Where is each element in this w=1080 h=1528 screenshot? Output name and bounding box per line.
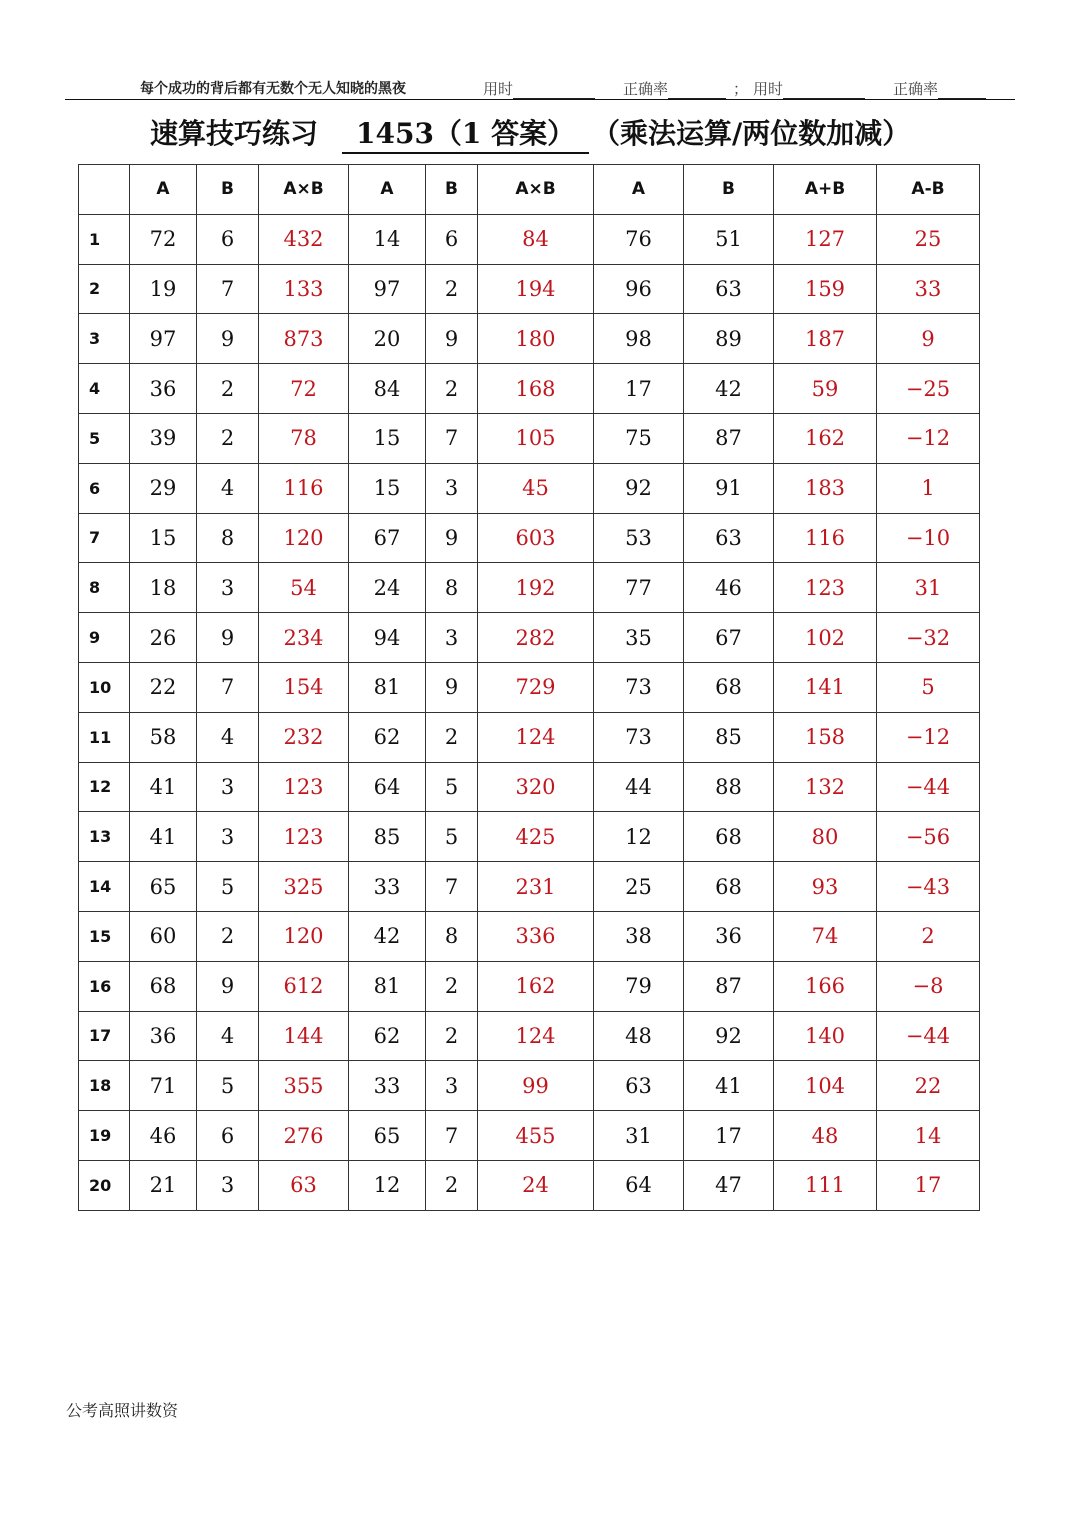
operand-cell: 62	[349, 1011, 426, 1061]
answer-cell: 187	[774, 314, 877, 364]
answer-cell: 282	[478, 613, 594, 663]
answer-cell: 17	[877, 1160, 980, 1210]
operand-cell: 42	[684, 364, 774, 414]
operand-cell: 63	[684, 264, 774, 314]
practice-table	[78, 164, 980, 1211]
answer-cell: 194	[478, 264, 594, 314]
answer-cell: −32	[877, 613, 980, 663]
operand-cell: 71	[130, 1061, 197, 1111]
product-header: A×B	[478, 165, 594, 215]
answer-cell: 1	[877, 463, 980, 513]
row-number: 10	[79, 662, 130, 712]
table-body	[79, 214, 980, 1210]
answer-cell: −44	[877, 762, 980, 812]
answer-cell: 132	[774, 762, 877, 812]
operand-cell: 20	[349, 314, 426, 364]
operand-cell: 3	[197, 563, 259, 613]
operand-cell: 3	[426, 463, 478, 513]
operand-cell: 85	[684, 712, 774, 762]
operand-cell: 21	[130, 1160, 197, 1210]
operand-cell: 2	[426, 1011, 478, 1061]
answer-cell: 158	[774, 712, 877, 762]
answer-cell: 231	[478, 862, 594, 912]
operand-cell: 7	[426, 862, 478, 912]
answer-cell: 192	[478, 563, 594, 613]
a-header: A	[594, 165, 684, 215]
operand-cell: 41	[130, 812, 197, 862]
table-row	[79, 862, 980, 912]
operand-cell: 2	[426, 961, 478, 1011]
answer-cell: 31	[877, 563, 980, 613]
row-number: 2	[79, 264, 130, 314]
answer-cell: 124	[478, 1011, 594, 1061]
operand-cell: 9	[197, 613, 259, 663]
table-row	[79, 961, 980, 1011]
table-row	[79, 712, 980, 762]
page-title	[150, 112, 970, 154]
answer-cell: 234	[259, 613, 349, 663]
operand-cell: 2	[426, 712, 478, 762]
row-number: 7	[79, 513, 130, 563]
answer-cell: 612	[259, 961, 349, 1011]
operand-cell: 94	[349, 613, 426, 663]
answer-cell: 123	[774, 563, 877, 613]
operand-cell: 63	[594, 1061, 684, 1111]
operand-cell: 6	[197, 1111, 259, 1161]
table-row	[79, 1111, 980, 1161]
table-row	[79, 911, 980, 961]
row-number: 18	[79, 1061, 130, 1111]
title-subtitle: （乘法运算/两位数加减）	[592, 117, 911, 150]
table-row	[79, 662, 980, 712]
operand-cell: 12	[594, 812, 684, 862]
operand-cell: 7	[426, 1111, 478, 1161]
row-number: 4	[79, 364, 130, 414]
row-number: 16	[79, 961, 130, 1011]
answer-cell: 120	[259, 513, 349, 563]
table-row	[79, 563, 980, 613]
row-number: 6	[79, 463, 130, 513]
operand-cell: 7	[197, 662, 259, 712]
answer-cell: 5	[877, 662, 980, 712]
operand-cell: 3	[197, 1160, 259, 1210]
operand-cell: 92	[594, 463, 684, 513]
answer-cell: −56	[877, 812, 980, 862]
operand-cell: 4	[197, 712, 259, 762]
operand-cell: 81	[349, 662, 426, 712]
answer-cell: 116	[774, 513, 877, 563]
operand-cell: 7	[426, 413, 478, 463]
operand-cell: 97	[349, 264, 426, 314]
table-row	[79, 1011, 980, 1061]
operand-cell: 67	[349, 513, 426, 563]
answer-cell: 54	[259, 563, 349, 613]
answer-cell: −25	[877, 364, 980, 414]
operand-cell: 39	[130, 413, 197, 463]
operand-cell: 44	[594, 762, 684, 812]
time-blank-1[interactable]	[513, 82, 595, 99]
answer-cell: 93	[774, 862, 877, 912]
operand-cell: 3	[197, 812, 259, 862]
operand-cell: 9	[426, 513, 478, 563]
operand-cell: 3	[426, 1061, 478, 1111]
answer-cell: 154	[259, 662, 349, 712]
operand-cell: 87	[684, 961, 774, 1011]
row-number: 17	[79, 1011, 130, 1061]
row-number: 11	[79, 712, 130, 762]
answer-cell: 133	[259, 264, 349, 314]
operand-cell: 36	[684, 911, 774, 961]
operand-cell: 7	[197, 264, 259, 314]
operand-cell: 67	[684, 613, 774, 663]
time-label-2: 用时	[753, 80, 784, 98]
answer-cell: 141	[774, 662, 877, 712]
answer-cell: 78	[259, 413, 349, 463]
answer-cell: 102	[774, 613, 877, 663]
operand-cell: 12	[349, 1160, 426, 1210]
operand-cell: 9	[197, 961, 259, 1011]
operand-cell: 5	[426, 812, 478, 862]
header-line	[65, 74, 1015, 102]
answer-cell: 144	[259, 1011, 349, 1061]
answer-cell: −10	[877, 513, 980, 563]
table-row	[79, 762, 980, 812]
title-main: 速算技巧练习	[150, 117, 319, 150]
table-row	[79, 413, 980, 463]
table-row	[79, 364, 980, 414]
operand-cell: 26	[130, 613, 197, 663]
row-number: 1	[79, 214, 130, 264]
separator: ；	[733, 80, 749, 98]
answer-cell: −12	[877, 413, 980, 463]
operand-cell: 53	[594, 513, 684, 563]
operand-cell: 91	[684, 463, 774, 513]
operand-cell: 68	[684, 812, 774, 862]
row-number: 14	[79, 862, 130, 912]
operand-cell: 36	[130, 1011, 197, 1061]
motto: 每个成功的背后都有无数个无人知晓的黑夜	[140, 81, 406, 97]
answer-cell: 180	[478, 314, 594, 364]
operand-cell: 65	[349, 1111, 426, 1161]
table-row	[79, 314, 980, 364]
answer-cell: 24	[478, 1160, 594, 1210]
answer-cell: 123	[259, 812, 349, 862]
operand-cell: 8	[426, 563, 478, 613]
operand-cell: 33	[349, 862, 426, 912]
operand-cell: 2	[426, 364, 478, 414]
operand-cell: 6	[426, 214, 478, 264]
answer-cell: 45	[478, 463, 594, 513]
operand-cell: 73	[594, 662, 684, 712]
answer-cell: 729	[478, 662, 594, 712]
operand-cell: 5	[197, 1061, 259, 1111]
answer-cell: 325	[259, 862, 349, 912]
row-number: 13	[79, 812, 130, 862]
b-header: B	[197, 165, 259, 215]
difference-header: A-B	[877, 165, 980, 215]
accuracy-label-2: 正确率	[893, 80, 939, 98]
accuracy-field-2	[893, 78, 986, 99]
a-header: A	[349, 165, 426, 215]
accuracy-blank-2[interactable]	[938, 82, 986, 99]
operand-cell: 29	[130, 463, 197, 513]
operand-cell: 38	[594, 911, 684, 961]
answer-cell: 159	[774, 264, 877, 314]
operand-cell: 35	[594, 613, 684, 663]
operand-cell: 84	[349, 364, 426, 414]
answer-cell: 104	[774, 1061, 877, 1111]
operand-cell: 2	[426, 264, 478, 314]
answer-cell: 320	[478, 762, 594, 812]
operand-cell: 46	[130, 1111, 197, 1161]
operand-cell: 51	[684, 214, 774, 264]
operand-cell: 64	[594, 1160, 684, 1210]
b-header: B	[426, 165, 478, 215]
operand-cell: 85	[349, 812, 426, 862]
operand-cell: 36	[130, 364, 197, 414]
operand-cell: 17	[594, 364, 684, 414]
answer-cell: −44	[877, 1011, 980, 1061]
answer-cell: 120	[259, 911, 349, 961]
answer-cell: 22	[877, 1061, 980, 1111]
table-row	[79, 613, 980, 663]
operand-cell: 58	[130, 712, 197, 762]
operand-cell: 48	[594, 1011, 684, 1061]
operand-cell: 92	[684, 1011, 774, 1061]
answer-cell: −8	[877, 961, 980, 1011]
operand-cell: 8	[197, 513, 259, 563]
operand-cell: 76	[594, 214, 684, 264]
answer-cell: 111	[774, 1160, 877, 1210]
answer-cell: −43	[877, 862, 980, 912]
answer-cell: 123	[259, 762, 349, 812]
operand-cell: 2	[197, 364, 259, 414]
operand-cell: 4	[197, 1011, 259, 1061]
operand-cell: 2	[426, 1160, 478, 1210]
answer-cell: 168	[478, 364, 594, 414]
answer-cell: 425	[478, 812, 594, 862]
operand-cell: 19	[130, 264, 197, 314]
operand-cell: 64	[349, 762, 426, 812]
row-number: 3	[79, 314, 130, 364]
operand-cell: 3	[197, 762, 259, 812]
operand-cell: 15	[130, 513, 197, 563]
answer-cell: 355	[259, 1061, 349, 1111]
answer-cell: 72	[259, 364, 349, 414]
footer-text: 公考高照讲数资	[66, 1401, 179, 1420]
row-number: 19	[79, 1111, 130, 1161]
answer-cell: 232	[259, 712, 349, 762]
answer-cell: 74	[774, 911, 877, 961]
answer-cell: 162	[478, 961, 594, 1011]
operand-cell: 46	[684, 563, 774, 613]
operand-cell: 68	[684, 662, 774, 712]
answer-cell: 84	[478, 214, 594, 264]
table-row	[79, 463, 980, 513]
operand-cell: 79	[594, 961, 684, 1011]
operand-cell: 17	[684, 1111, 774, 1161]
row-number: 9	[79, 613, 130, 663]
operand-cell: 22	[130, 662, 197, 712]
table-row	[79, 1061, 980, 1111]
answer-cell: 603	[478, 513, 594, 563]
table-row	[79, 264, 980, 314]
answer-cell: 166	[774, 961, 877, 1011]
table-row	[79, 812, 980, 862]
operand-cell: 5	[197, 862, 259, 912]
operand-cell: 15	[349, 463, 426, 513]
answer-cell: 116	[259, 463, 349, 513]
accuracy-blank-1[interactable]	[668, 82, 726, 99]
answer-cell: 183	[774, 463, 877, 513]
answer-cell: 59	[774, 364, 877, 414]
operand-cell: 24	[349, 563, 426, 613]
accuracy-label-1: 正确率	[623, 80, 669, 98]
answer-cell: 127	[774, 214, 877, 264]
row-number: 20	[79, 1160, 130, 1210]
operand-cell: 68	[130, 961, 197, 1011]
answer-cell: 99	[478, 1061, 594, 1111]
a-header: A	[130, 165, 197, 215]
operand-cell: 75	[594, 413, 684, 463]
operand-cell: 87	[684, 413, 774, 463]
operand-cell: 63	[684, 513, 774, 563]
operand-cell: 41	[130, 762, 197, 812]
answer-cell: 336	[478, 911, 594, 961]
operand-cell: 47	[684, 1160, 774, 1210]
row-number: 15	[79, 911, 130, 961]
b-header: B	[684, 165, 774, 215]
answer-cell: 873	[259, 314, 349, 364]
operand-cell: 77	[594, 563, 684, 613]
answer-cell: 276	[259, 1111, 349, 1161]
operand-cell: 72	[130, 214, 197, 264]
header-divider	[65, 99, 1015, 100]
operand-cell: 41	[684, 1061, 774, 1111]
operand-cell: 6	[197, 214, 259, 264]
operand-cell: 18	[130, 563, 197, 613]
operand-cell: 98	[594, 314, 684, 364]
operand-cell: 42	[349, 911, 426, 961]
operand-cell: 73	[594, 712, 684, 762]
operand-cell: 2	[197, 911, 259, 961]
answer-cell: 455	[478, 1111, 594, 1161]
operand-cell: 3	[426, 613, 478, 663]
answer-cell: 48	[774, 1111, 877, 1161]
table-header-row	[79, 165, 980, 215]
operand-cell: 9	[426, 662, 478, 712]
operand-cell: 5	[426, 762, 478, 812]
operand-cell: 15	[349, 413, 426, 463]
answer-cell: 124	[478, 712, 594, 762]
operand-cell: 8	[426, 911, 478, 961]
answer-cell: 33	[877, 264, 980, 314]
answer-cell: 63	[259, 1160, 349, 1210]
answer-cell: 80	[774, 812, 877, 862]
index-header	[79, 165, 130, 215]
operand-cell: 9	[426, 314, 478, 364]
answer-cell: 105	[478, 413, 594, 463]
operand-cell: 96	[594, 264, 684, 314]
operand-cell: 14	[349, 214, 426, 264]
operand-cell: 25	[594, 862, 684, 912]
time-field-2	[753, 78, 865, 99]
table-row	[79, 513, 980, 563]
row-number: 5	[79, 413, 130, 463]
operand-cell: 89	[684, 314, 774, 364]
answer-cell: 14	[877, 1111, 980, 1161]
operand-cell: 68	[684, 862, 774, 912]
operand-cell: 65	[130, 862, 197, 912]
operand-cell: 33	[349, 1061, 426, 1111]
table-row	[79, 214, 980, 264]
answer-cell: 432	[259, 214, 349, 264]
table-row	[79, 1160, 980, 1210]
operand-cell: 60	[130, 911, 197, 961]
answer-cell: 162	[774, 413, 877, 463]
operand-cell: 2	[197, 413, 259, 463]
sum-header: A+B	[774, 165, 877, 215]
time-blank-2[interactable]	[783, 82, 865, 99]
answer-cell: 25	[877, 214, 980, 264]
operand-cell: 4	[197, 463, 259, 513]
title-code: 1453（1 答案）	[342, 112, 589, 154]
operand-cell: 81	[349, 961, 426, 1011]
product-header: A×B	[259, 165, 349, 215]
operand-cell: 97	[130, 314, 197, 364]
time-label-1: 用时	[483, 80, 514, 98]
operand-cell: 88	[684, 762, 774, 812]
time-field-1	[483, 78, 595, 99]
answer-cell: 2	[877, 911, 980, 961]
row-number: 12	[79, 762, 130, 812]
row-number: 8	[79, 563, 130, 613]
operand-cell: 31	[594, 1111, 684, 1161]
operand-cell: 62	[349, 712, 426, 762]
answer-cell: 9	[877, 314, 980, 364]
answer-cell: −12	[877, 712, 980, 762]
accuracy-field-1	[623, 78, 726, 99]
operand-cell: 9	[197, 314, 259, 364]
answer-cell: 140	[774, 1011, 877, 1061]
